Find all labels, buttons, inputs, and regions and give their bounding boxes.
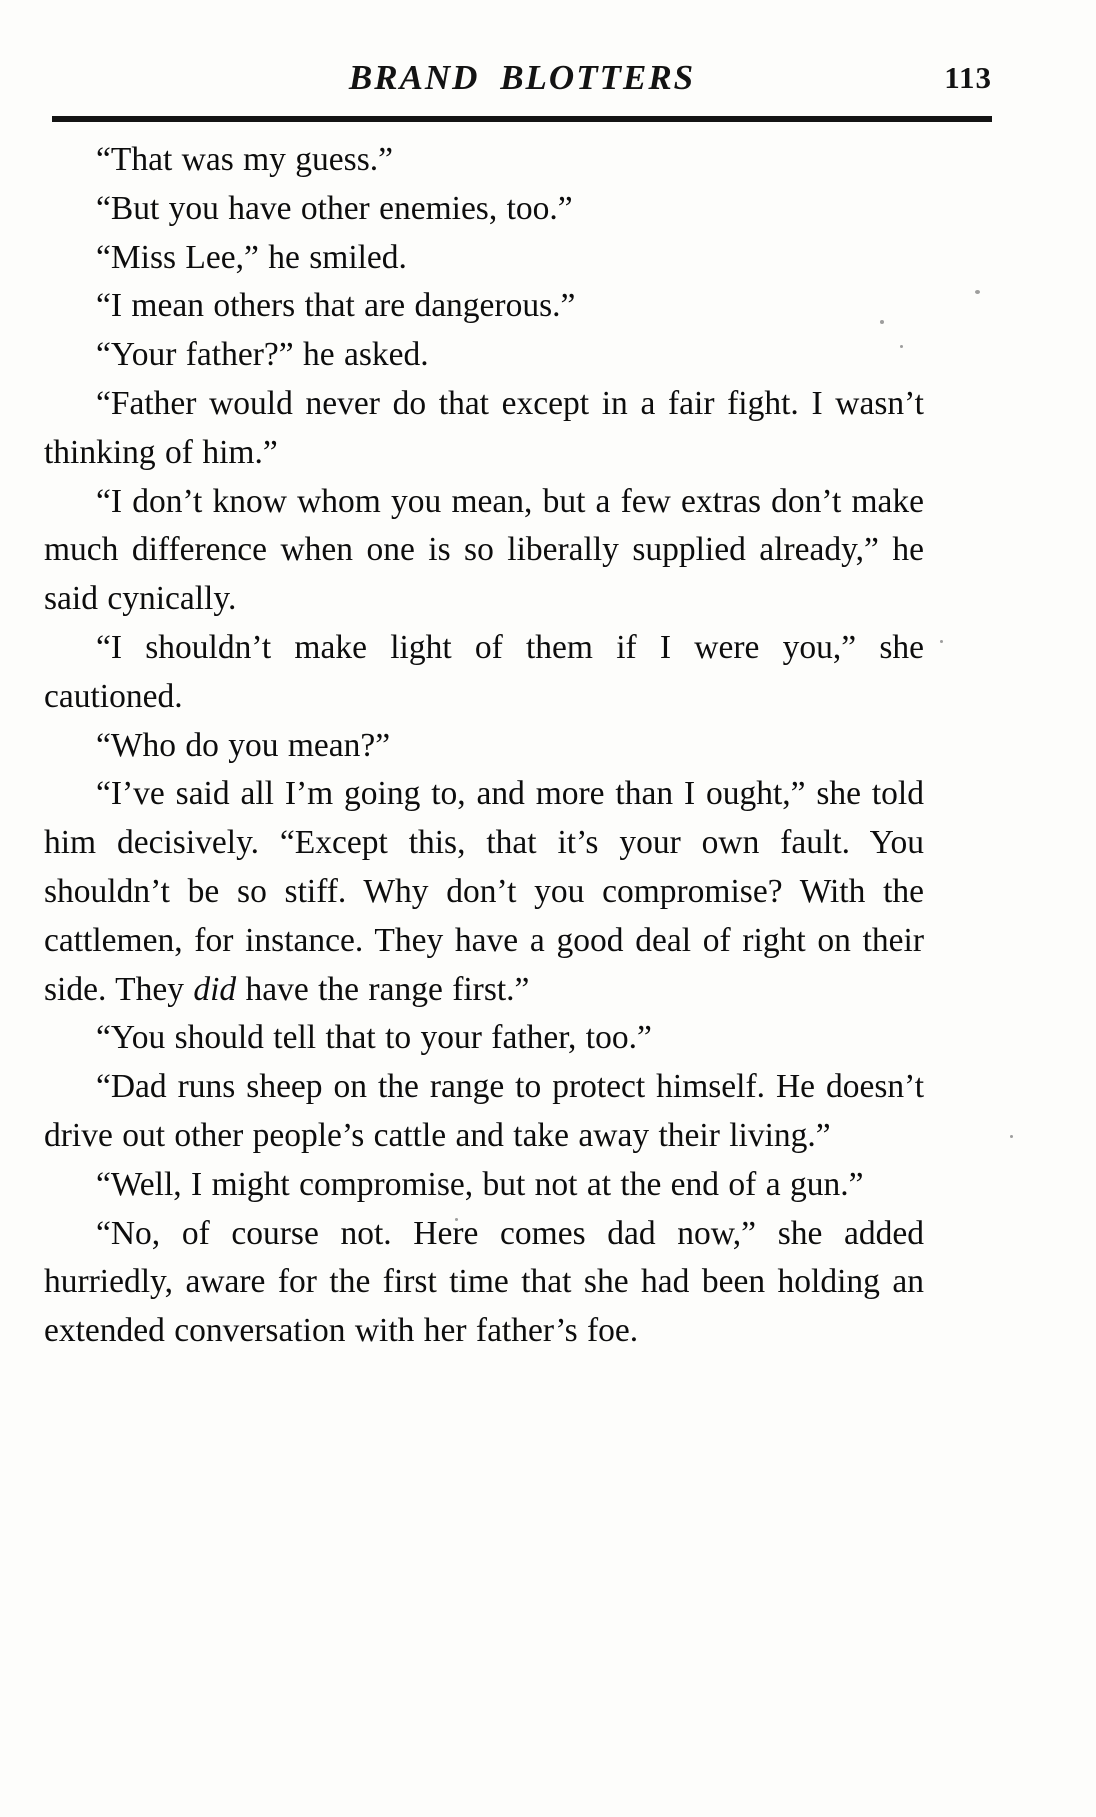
print-speck bbox=[848, 800, 851, 803]
header-rule bbox=[52, 116, 992, 122]
paragraph: “Dad runs sheep on the range to protect himself. He doesn’t drive out other people’s cattle and take away their living.” bbox=[44, 1068, 924, 1154]
paragraph: “I mean others that are dangerous.” bbox=[96, 287, 576, 325]
page-header bbox=[52, 58, 992, 98]
paragraph: “Your father?” he asked. bbox=[96, 336, 429, 374]
paragraph: “But you have other enemies, too.” bbox=[96, 189, 573, 227]
print-speck bbox=[900, 345, 903, 348]
paragraph: “I don’t know whom you mean, but a few extras don’t make much difference when one is so liberally supplied already,” he said cynically. bbox=[44, 482, 924, 618]
paragraph-with-italic bbox=[44, 770, 924, 1014]
paragraph: “You should tell that to your father, too.” bbox=[96, 1019, 652, 1057]
print-speck bbox=[1010, 1135, 1013, 1138]
paragraph: “Who do you mean?” bbox=[96, 726, 391, 764]
body-text bbox=[44, 136, 924, 1356]
print-speck bbox=[862, 400, 865, 403]
paragraph: “Well, I might compromise, but not at the end of a gun.” bbox=[96, 1165, 864, 1203]
print-speck bbox=[975, 290, 980, 294]
paragraph: “That was my guess.” bbox=[96, 141, 393, 178]
paragraph-text: “I’ve said all I’m going to, and more than I ought,” she told him decisively. “Except this, that it’s your own fault. You shouldn’t be so stiff. Why don’t you compromise? With the cattlemen, for instance. They have a good deal of right on their side. They did have the range first.” bbox=[44, 775, 924, 1008]
paragraph: “No, of course not. Here comes dad now,” she added hurriedly, aware for the first time that she had been holding an extended conversation with her father’s foe. bbox=[44, 1214, 924, 1350]
page-number: 113 bbox=[944, 60, 992, 95]
print-speck bbox=[455, 1218, 458, 1221]
paragraph: “Miss Lee,” he smiled. bbox=[96, 238, 407, 276]
running-title: BRAND BLOTTERS bbox=[348, 58, 696, 97]
paragraph: “I shouldn’t make light of them if I were you,” she cautioned. bbox=[44, 628, 924, 715]
emphasized-word: did bbox=[193, 970, 237, 1008]
print-speck bbox=[880, 320, 884, 324]
print-speck bbox=[940, 640, 943, 643]
paragraph: “Father would never do that except in a fair fight. I wasn’t thinking of him.” bbox=[44, 384, 924, 471]
